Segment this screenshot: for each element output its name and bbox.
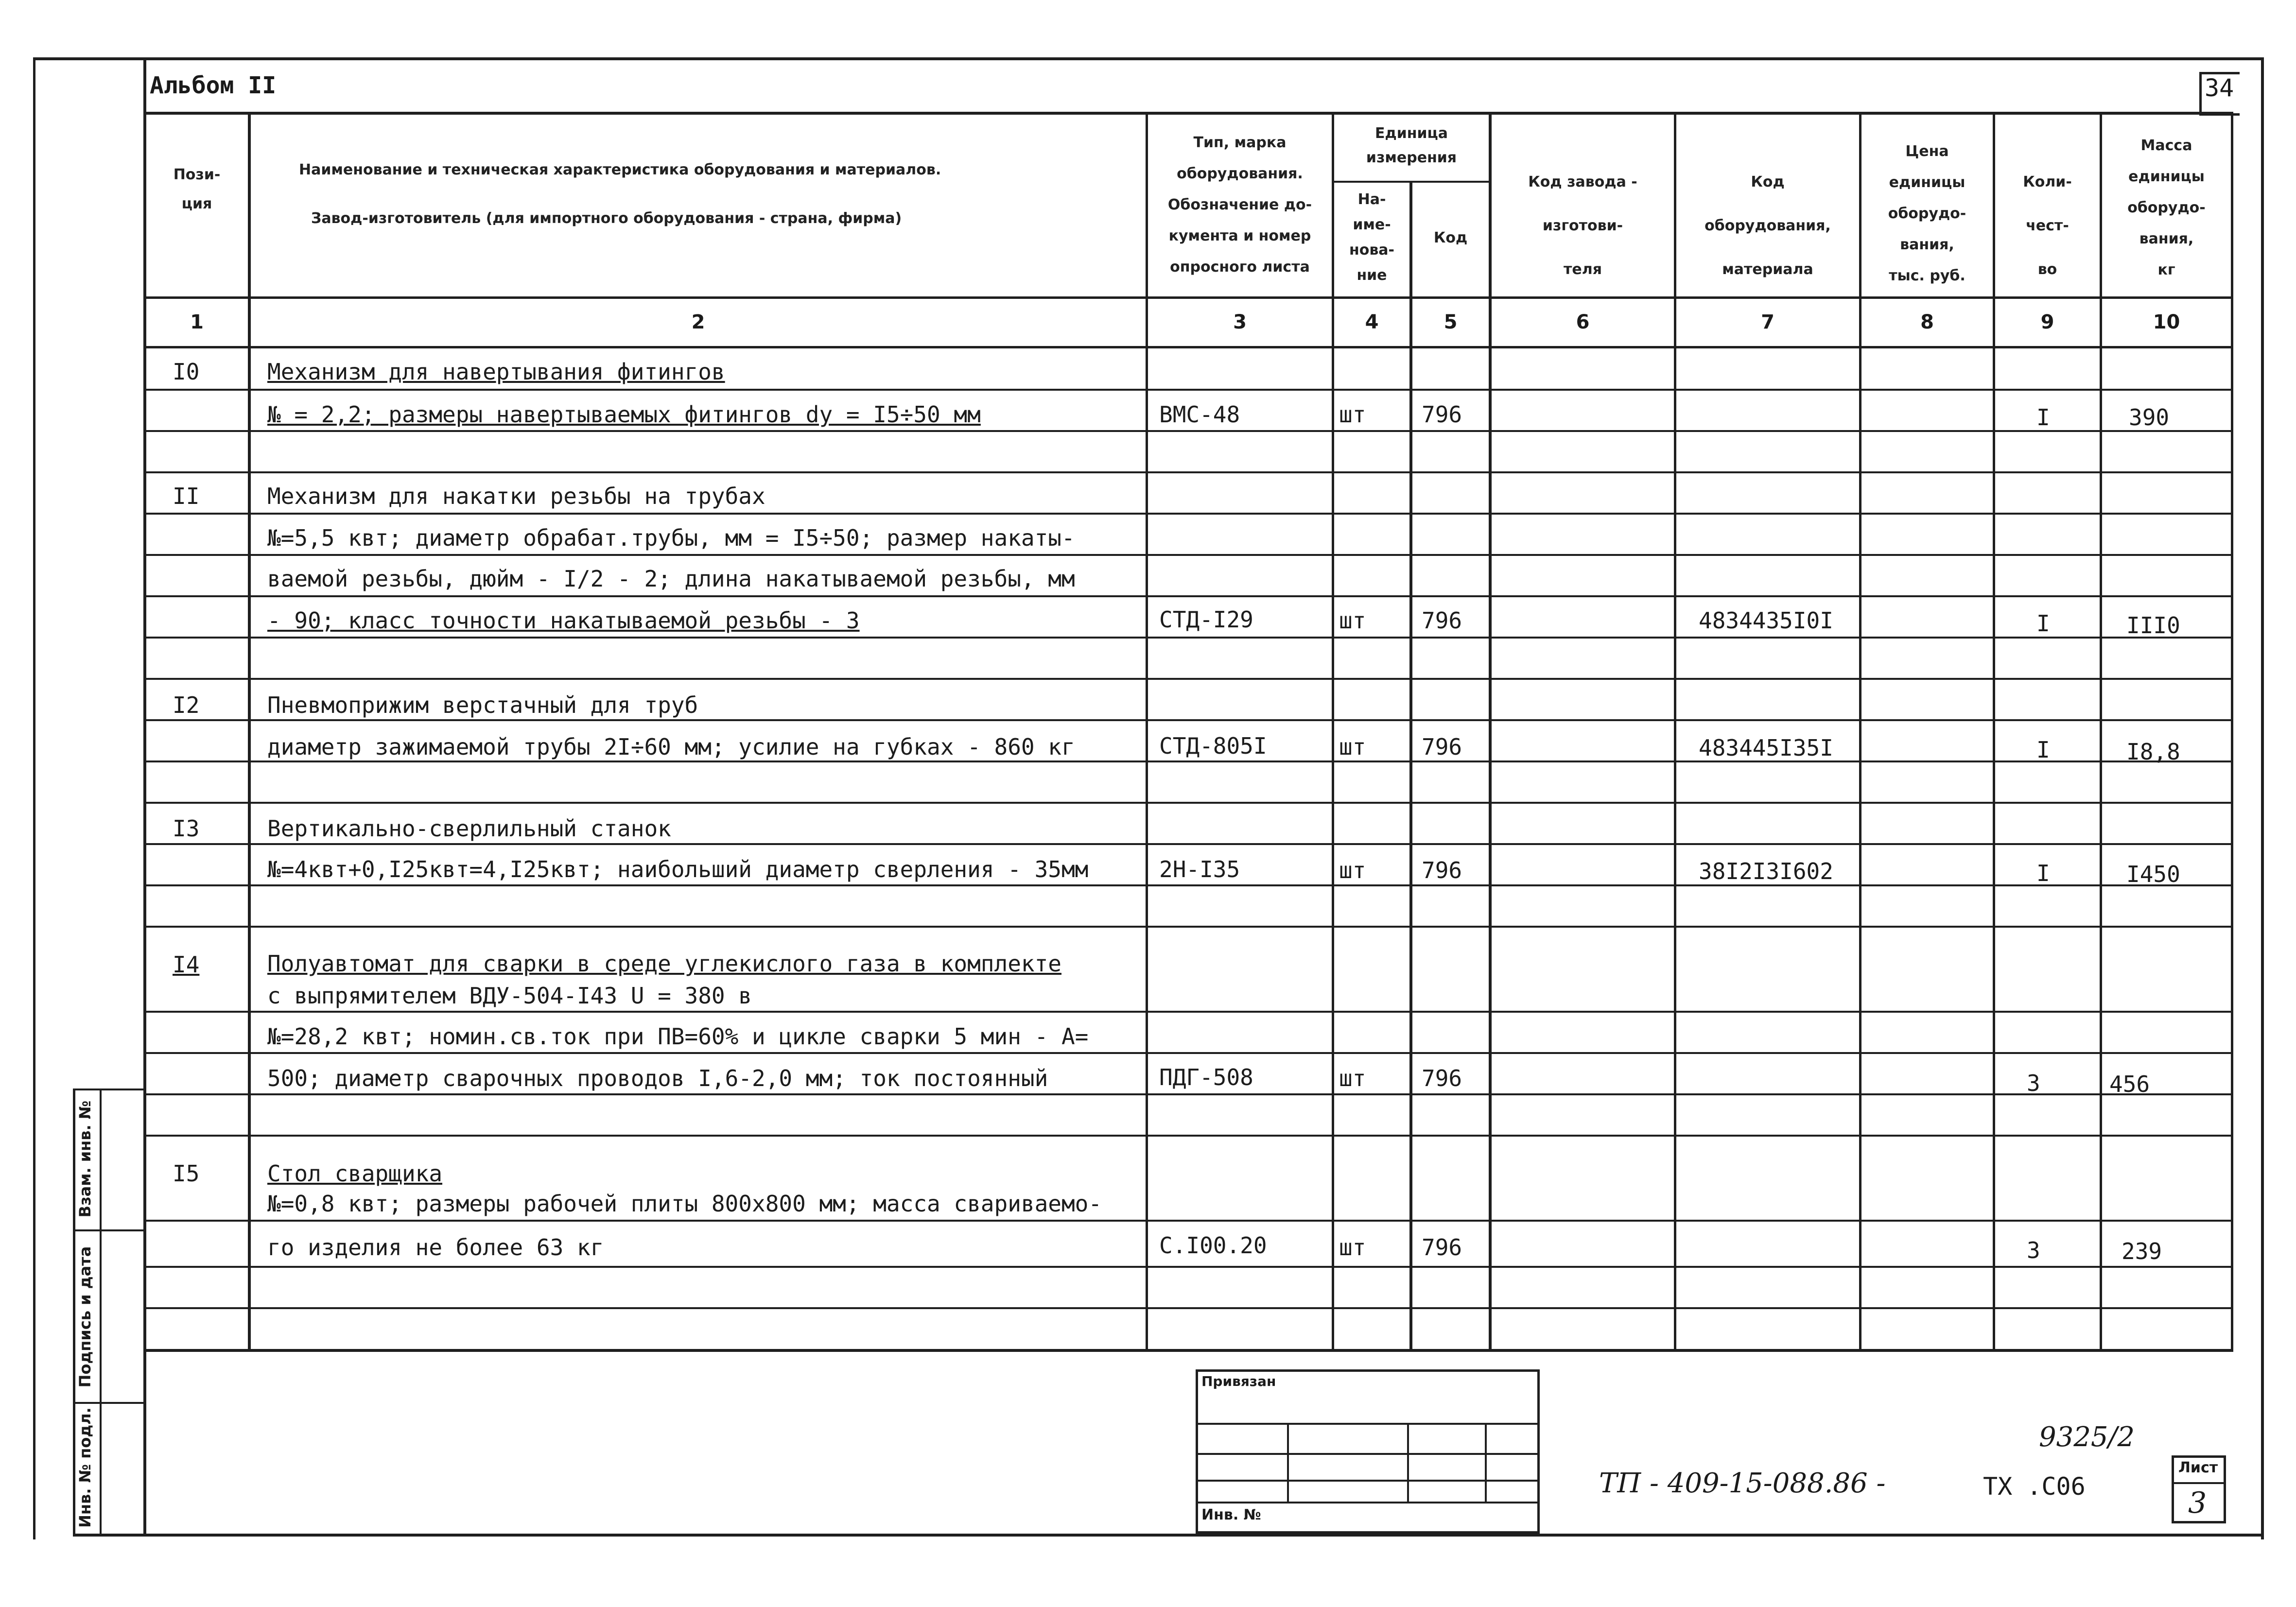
row-type: ВМС-48 — [1159, 401, 1240, 428]
col-line-7 — [1859, 112, 1861, 1351]
hand-number: 9325/2 — [2039, 1421, 2135, 1453]
row-mass: I8,8 — [2126, 739, 2180, 765]
frame-top — [33, 57, 2264, 60]
row-mass: 390 — [2129, 404, 2170, 431]
row-position: I5 — [173, 1160, 200, 1187]
sheet-number: 3 — [2188, 1486, 2207, 1520]
colnum-5: 5 — [1444, 311, 1458, 333]
sheet-label: Лист — [2178, 1459, 2218, 1476]
side-strip-div2 — [73, 1402, 146, 1404]
privyazan-vline2 — [1407, 1423, 1409, 1502]
header-name-line1: Наименование и техническая характеристика оборудования и материалов. — [299, 161, 941, 178]
privyazan-line2 — [1196, 1453, 1540, 1455]
colnum-1: 1 — [190, 311, 204, 333]
side-strip-div1 — [73, 1229, 146, 1231]
col-line-3 — [1332, 112, 1334, 1351]
row-line: №=4квт+0,I25квт=4,I25квт; наибольший диаметр сверления - 35мм — [267, 856, 1089, 882]
row-qty: I — [2036, 860, 2050, 886]
row-position: II — [173, 483, 200, 509]
col-line-8 — [1993, 112, 1995, 1351]
page-number: 34 — [2205, 74, 2234, 102]
row-line: Вертикально-сверлильный станок — [267, 815, 671, 842]
row-qty: 3 — [2027, 1070, 2040, 1096]
row-mass: III0 — [2126, 612, 2180, 639]
row-equip-code: 38I2I3I602 — [1699, 858, 1833, 884]
row-line: №=0,8 квт; размеры рабочей плиты 800х800 мм; масса свариваемо- — [267, 1191, 1102, 1217]
col-line-6 — [1674, 112, 1676, 1351]
row-line: Стол сварщика — [267, 1160, 443, 1187]
row-code: 796 — [1422, 607, 1462, 634]
side-strip-mid — [100, 1089, 102, 1537]
header-mass: Масса единицы оборудо- вания, кг — [2127, 137, 2206, 278]
row-line: 500; диаметр сварочных проводов I,6-2,0 мм; ток постоянный — [267, 1065, 1048, 1091]
col-line-1 — [248, 112, 251, 1351]
frame-bottom — [73, 1534, 2264, 1537]
row-unit: шт — [1339, 857, 1366, 883]
colnum-7: 7 — [1761, 311, 1774, 333]
privyazan-label: Привязан — [1201, 1373, 1276, 1389]
header-unit-group: Единица измерения — [1366, 125, 1457, 166]
colnum-4: 4 — [1365, 311, 1379, 333]
row-type: С.I00.20 — [1159, 1232, 1267, 1259]
row-unit: шт — [1339, 1065, 1366, 1091]
album-label: Альбом II — [150, 72, 277, 99]
row-line: диаметр зажимаемой трубы 2I÷60 мм; усилие на губках - 860 кг — [267, 734, 1075, 760]
row-line: Полуавтомат для сварки в среде углекислого газа в комплекте — [267, 950, 1061, 977]
document-code: ТП - 409-15-088.86 - — [1599, 1468, 1886, 1499]
row-position: I4 — [173, 951, 200, 978]
side-strip-top — [73, 1089, 146, 1090]
row-type: СТД-805I — [1159, 733, 1267, 759]
side-strip-left — [73, 1089, 75, 1537]
side-label-inv-original: Инв. № подл. — [76, 1407, 94, 1528]
inv-no-label: Инв. № — [1201, 1506, 1261, 1523]
row-line: №=28,2 квт; номин.св.ток при ПВ=60% и цикле сварки 5 мин - А= — [267, 1023, 1089, 1050]
privyazan-vline3 — [1485, 1423, 1487, 1502]
row-line: №=5,5 квт; диаметр обрабат.трубы, мм = I5÷50; размер накаты- — [267, 525, 1075, 551]
row-position: I2 — [173, 692, 200, 718]
row-equip-code: 4834435I0I — [1699, 607, 1833, 634]
row-line: с выпрямителем ВДУ-504-I43 U = 380 в — [267, 983, 752, 1009]
row-type: 2Н-I35 — [1159, 856, 1240, 882]
row-type: СТД-I29 — [1159, 606, 1253, 633]
row-line: Механизм для накатки резьбы на трубах — [267, 483, 765, 509]
row-code: 796 — [1422, 857, 1462, 883]
row-line: Механизм для навертывания фитингов — [267, 359, 725, 385]
header-quantity: Коли- чест- во — [2023, 173, 2072, 278]
col-line-10 — [2231, 112, 2233, 1351]
colnum-6: 6 — [1576, 311, 1590, 333]
privyazan-line3 — [1196, 1480, 1540, 1482]
row-unit: шт — [1339, 1234, 1366, 1261]
header-equipment-code: Код оборудования, материала — [1705, 173, 1831, 278]
document-suffix: ТХ .С06 — [1983, 1472, 2086, 1501]
colnum-8: 8 — [1920, 311, 1934, 333]
sheet-box-divider — [2172, 1482, 2226, 1484]
colnum-2: 2 — [691, 311, 705, 333]
row-line: ваемой резьбы, дюйм - I/2 - 2; длина накатываемой резьбы, мм — [267, 566, 1075, 592]
row-equip-code: 483445I35I — [1699, 735, 1833, 761]
row-mass: 456 — [2109, 1071, 2150, 1097]
frame-left-outer — [33, 57, 35, 1539]
col-line-5 — [1489, 112, 1492, 1351]
row-qty: I — [2036, 610, 2050, 637]
header-unit-code: Код — [1433, 229, 1468, 246]
row-line: Пневмоприжим верстачный для труб — [267, 692, 698, 718]
colnum-3: 3 — [1233, 311, 1247, 333]
frame-left-inner — [143, 57, 146, 1537]
header-type: Тип, марка оборудования. Обозначение до- кумента и номер опросного листа — [1167, 134, 1312, 276]
col-line-9 — [2100, 112, 2102, 1351]
colnum-bottom-line — [143, 346, 2233, 348]
row-code: 796 — [1422, 734, 1462, 760]
row-code: 796 — [1422, 1234, 1462, 1261]
row-unit: шт — [1339, 734, 1366, 760]
row-mass: 239 — [2122, 1238, 2162, 1264]
row-line: го изделия не более 63 кг — [267, 1234, 604, 1261]
row-unit: шт — [1339, 401, 1366, 428]
colnum-9: 9 — [2040, 311, 2054, 333]
row-qty: 3 — [2027, 1237, 2040, 1263]
colnum-10: 10 — [2153, 311, 2180, 333]
privyazan-vline1 — [1287, 1423, 1289, 1502]
row-code: 796 — [1422, 1065, 1462, 1091]
row-qty: I — [2036, 404, 2050, 431]
header-bottom-line — [143, 296, 2233, 299]
privyazan-line1 — [1196, 1423, 1540, 1425]
header-price: Цена единицы оборудо- вания, тыс. руб. — [1888, 143, 1966, 284]
header-factory-code: Код завода - изготови- теля — [1528, 173, 1637, 278]
table-top-line — [143, 112, 2233, 115]
row-position: I0 — [173, 359, 200, 385]
col-line-2 — [1146, 112, 1148, 1351]
side-label-signature-date: Подпись и дата — [76, 1246, 94, 1388]
row-type: ПДГ-508 — [1159, 1064, 1253, 1090]
header-name-line2: Завод-изготовитель (для импортного оборудования - страна, фирма) — [311, 210, 902, 227]
row-line: - 90; класс точности накатываемой резьбы - 3 — [267, 607, 860, 634]
header-position: Пози- ция — [173, 166, 221, 212]
frame-right — [2261, 57, 2264, 1539]
side-label-replaced-inv: Взам. инв. № — [76, 1100, 94, 1218]
row-mass: I450 — [2126, 861, 2180, 887]
privyazan-line4 — [1196, 1502, 1540, 1503]
row-unit: шт — [1339, 607, 1366, 634]
row-code: 796 — [1422, 401, 1462, 428]
row-position: I3 — [173, 815, 200, 842]
header-unit-name: На- име- нова- ние — [1349, 191, 1395, 284]
row-qty: I — [2036, 737, 2050, 763]
col-line-4 — [1409, 181, 1412, 1351]
row-line: № = 2,2; размеры навертываемых фитингов dу = I5÷50 мм — [267, 401, 981, 428]
